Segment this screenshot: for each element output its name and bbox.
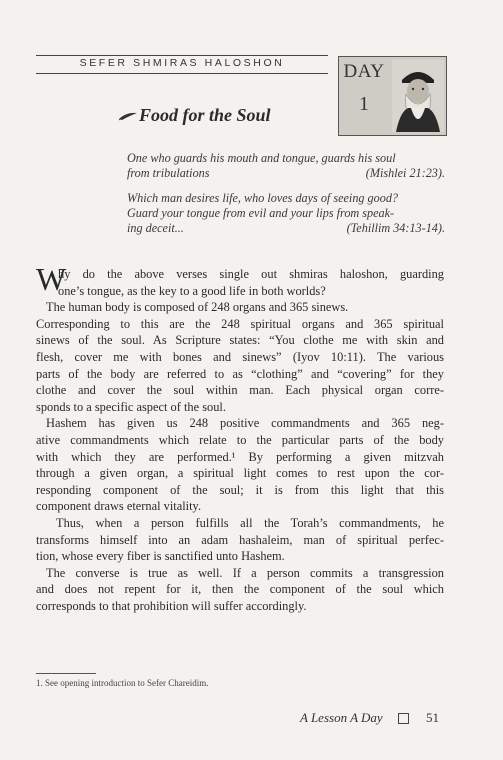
rabbi-portrait-icon xyxy=(392,60,444,132)
body-line: Hashem has given us 248 positive commandments and 365 neg- xyxy=(46,416,444,431)
quote-tehillim xyxy=(127,191,445,236)
body-line: component draws eternal vitality. xyxy=(36,499,202,514)
body-line: sinews of the soul. As Scripture states: “You clothe me with skin and xyxy=(36,333,444,348)
body-line: The human body is composed of 248 organs and 365 sinews. xyxy=(46,300,349,315)
day-number: 1 xyxy=(359,93,369,115)
footnote: 1. See opening introduction to Sefer Chareidim. xyxy=(36,678,209,688)
body-line: corresponds to that prohibition will suffer accordingly. xyxy=(36,598,307,613)
quote-line: Guard your tongue from evil and your lips from speak- xyxy=(127,206,395,220)
day-box xyxy=(338,56,447,136)
body-line: transforms himself into an adam hashaleim, man of spiritual perfec- xyxy=(36,532,444,547)
drop-cap: W xyxy=(36,261,67,297)
day-label: DAY xyxy=(343,61,385,82)
body-line: ative commandments which relate to the particular parts of the body xyxy=(36,432,444,447)
body-line: sponds to a specific aspect of the soul. xyxy=(36,399,226,414)
quill-icon xyxy=(118,111,138,121)
quote-line: from tribulations (Mishlei 21:23). xyxy=(127,166,445,180)
running-title: A Lesson A Day xyxy=(300,710,383,725)
body-line: flesh, cover me with bones and sinews” (Iyov 10:11). The various xyxy=(36,349,444,364)
body-line: through a given organ, a spiritual light comes to rest upon the cor- xyxy=(36,466,444,481)
body-line: tion, whose every fiber is sanctified unto Hashem. xyxy=(36,549,285,564)
quote-line: One who guards his mouth and tongue, guards his soul xyxy=(127,151,396,165)
section-title: Food for the Soul xyxy=(139,105,271,125)
body-line: hy do the above verses single out shmiras haloshon, guarding xyxy=(58,267,444,281)
body-line: Corresponding to this are the 248 spiritual organs and 365 spiritual xyxy=(36,316,444,331)
body-line: The converse is true as well. If a person commits a transgression xyxy=(46,565,444,580)
body-text xyxy=(36,266,444,614)
quote-source: (Tehillim 34:13-14). xyxy=(346,221,445,235)
body-line: clothe and cover the soul within man. Each physical organ corre- xyxy=(36,383,444,398)
body-line: one’s tongue, as the key to a good life in both worlds? xyxy=(58,283,326,298)
square-ornament-icon xyxy=(398,713,409,724)
body-line: and does not repent for it, then the component of the soul which xyxy=(36,582,444,597)
page-number: 51 xyxy=(426,710,439,725)
book-title: SEFER SHMIRAS HALOSHON xyxy=(79,57,285,69)
footnote-rule xyxy=(36,673,96,674)
body-line: with which they are performed.¹ By performing a given mitzvah xyxy=(36,449,444,464)
quote-line: ing deceit... (Tehillim 34:13-14). xyxy=(127,221,445,235)
body-line: Thus, when a person fulfills all the Torah’s commandments, he xyxy=(56,515,444,530)
body-line: parts of the body are referred to as “clothing” and “covering” for they xyxy=(36,366,444,381)
quote-mishlei xyxy=(127,151,445,181)
header-rule-bottom xyxy=(36,73,328,74)
header-rule-top xyxy=(36,55,328,56)
quote-line: Which man desires life, who loves days of seeing good? xyxy=(127,191,399,205)
quote-source: (Mishlei 21:23). xyxy=(365,166,445,180)
body-line: responding component of the soul; it is from this light that this xyxy=(36,482,444,497)
